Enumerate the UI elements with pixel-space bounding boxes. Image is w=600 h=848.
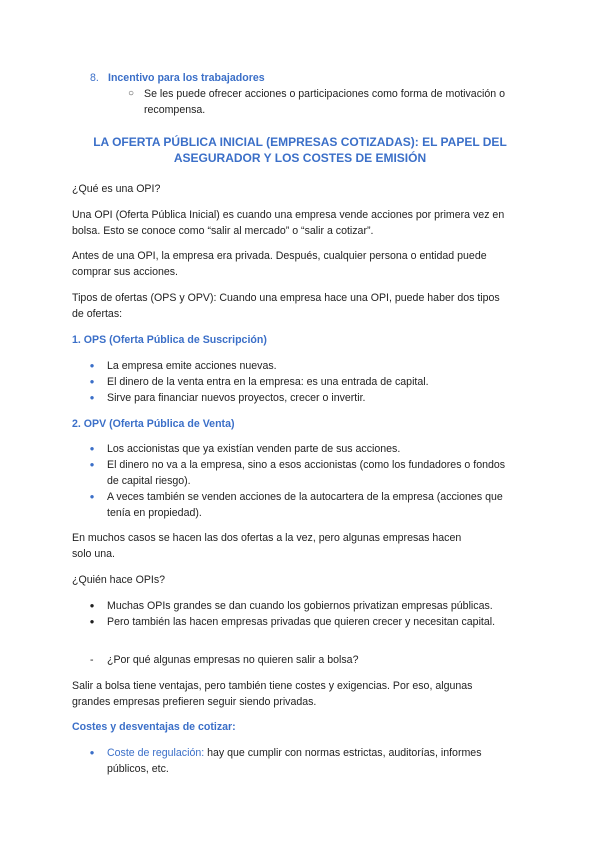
list-item: Pero también las hacen empresas privadas que quieren crecer y necesitan capital.: [107, 616, 496, 628]
bullet-icon: ●: [89, 393, 95, 402]
paragraph-line: bolsa. Esto se conoce como “salir al mercado” o “salir a cotizar”.: [72, 225, 374, 237]
bullet-icon: ●: [89, 492, 95, 501]
incentive-text-line: recompensa.: [144, 104, 206, 116]
list-item-continued: de capital riesgo).: [107, 475, 191, 487]
paragraph-line: comprar sus acciones.: [72, 266, 178, 278]
bullet-icon: ●: [89, 748, 95, 757]
list-item-continued: públicos, etc.: [107, 763, 169, 775]
ops-heading: 1. OPS (Oferta Pública de Suscripción): [72, 334, 267, 346]
question-quien: ¿Quién hace OPIs?: [72, 574, 166, 586]
incentive-heading: Incentivo para los trabajadores: [108, 72, 265, 84]
list-item: El dinero no va a la empresa, sino a esos accionistas (como los fundadores o fondos: [107, 459, 506, 471]
bullet-icon: ●: [89, 601, 95, 610]
bullet-icon: ●: [89, 460, 95, 469]
question-porque: ¿Por qué algunas empresas no quieren salir a bolsa?: [107, 654, 359, 666]
list-item: [107, 745, 482, 761]
list-number: 8.: [90, 72, 99, 84]
paragraph-line: Salir a bolsa tiene ventajas, pero también tiene costes y exigencias. Por eso, algunas: [72, 680, 473, 692]
bullet-icon: ●: [89, 361, 95, 370]
paragraph-line: En muchos casos se hacen las dos ofertas a la vez, pero algunas empresas hacen: [72, 532, 462, 544]
bullet-icon: ●: [89, 444, 95, 453]
list-item: Sirve para financiar nuevos proyectos, crecer o invertir.: [107, 392, 366, 404]
costes-item-label: Coste de regulación:: [107, 747, 205, 759]
paragraph-line: Antes de una OPI, la empresa era privada. Después, cualquier persona o entidad puede: [72, 250, 487, 262]
list-item: Los accionistas que ya existían venden parte de sus acciones.: [107, 443, 401, 455]
paragraph-line: Tipos de ofertas (OPS y OPV): Cuando una empresa hace una OPI, puede haber dos tipos: [72, 292, 500, 304]
dash-bullet: -: [90, 654, 94, 666]
incentive-text-line: Se les puede ofrecer acciones o participaciones como forma de motivación o: [144, 88, 505, 100]
list-item-continued: tenía en propiedad).: [107, 507, 202, 519]
paragraph-line: Una OPI (Oferta Pública Inicial) es cuando una empresa vende acciones por primera vez en: [72, 209, 505, 221]
bullet-icon: ●: [89, 617, 95, 626]
opv-heading: 2. OPV (Oferta Pública de Venta): [72, 418, 235, 430]
list-item: El dinero de la venta entra en la empresa: es una entrada de capital.: [107, 376, 429, 388]
paragraph-line: de ofertas:: [72, 308, 123, 320]
list-item: A veces también se venden acciones de la autocartera de la empresa (acciones que: [107, 491, 503, 503]
costes-item-text: hay que cumplir con normas estrictas, auditorías, informes: [204, 747, 482, 759]
list-item: Muchas OPIs grandes se dan cuando los gobiernos privatizan empresas públicas.: [107, 600, 493, 612]
paragraph-line: solo una.: [72, 548, 115, 560]
paragraph-line: grandes empresas prefieren seguir siendo privadas.: [72, 696, 317, 708]
bullet-icon: ●: [89, 377, 95, 386]
list-item: La empresa emite acciones nuevas.: [107, 360, 277, 372]
hollow-bullet-icon: ○: [128, 88, 135, 99]
costes-heading: Costes y desventajas de cotizar:: [72, 721, 236, 733]
question-opi: ¿Qué es una OPI?: [72, 183, 161, 195]
section-title: LA OFERTA PÚBLICA INICIAL (EMPRESAS COTIZADAS): EL PAPEL DEL ASEGURADOR Y LOS COSTES DE EMISIÓN: [93, 135, 507, 165]
